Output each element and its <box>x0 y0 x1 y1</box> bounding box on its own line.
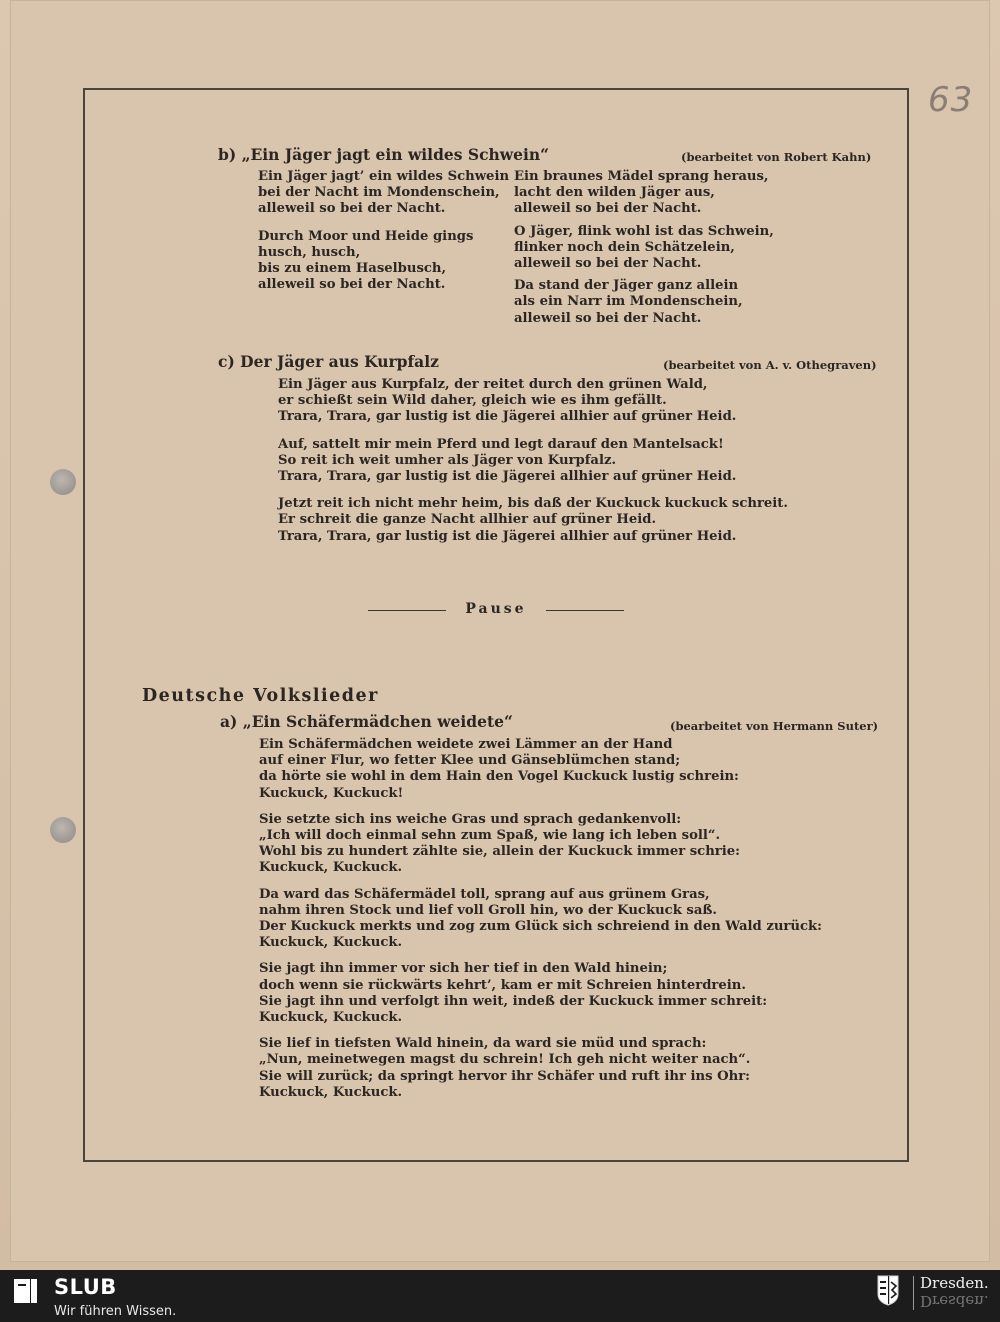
song-b-right-column <box>514 169 774 338</box>
verse-line: Sie will zurück; da springt hervor ihr Schäfer und ruft ihr ins Ohr: <box>259 1068 751 1084</box>
pause-divider <box>368 600 624 620</box>
handwritten-page-number: 63 <box>928 80 974 120</box>
stanza <box>258 229 509 294</box>
verse-line: Auf, sattelt mir mein Pferd und legt darauf den Mantelsack! <box>278 436 724 452</box>
slub-tagline: Wir führen Wissen. <box>54 1304 177 1319</box>
verse-line: Kuckuck, Kuckuck! <box>259 785 404 801</box>
song-a-heading: a) „Ein Schäfermädchen weidete“ <box>220 712 513 731</box>
verse-line: nahm ihren Stock und lief voll Groll hin, wo der Kuckuck saß. <box>259 902 718 918</box>
stanza <box>258 169 509 218</box>
verse-line: O Jäger, flink wohl ist das Schwein, <box>514 223 774 239</box>
verse-line: bei der Nacht im Mondenschein, <box>258 185 500 201</box>
song-b-credit: (bearbeitet von Robert Kahn) <box>681 150 872 164</box>
verse-line: „Nun, meinetwegen magst du schrein! Ich geh nicht weiter nach“. <box>259 1052 751 1068</box>
stanza <box>259 812 822 877</box>
stanza <box>278 377 788 426</box>
punch-hole-lower <box>50 817 76 843</box>
slub-logo-icon[interactable] <box>12 1276 40 1306</box>
verse-line: alleweil so bei der Nacht. <box>514 201 702 217</box>
song-c-verses <box>278 377 788 556</box>
verse-line: flinker noch dein Schätzelein, <box>514 239 735 255</box>
verse-line: Trara, Trara, gar lustig ist die Jägerei allhier auf grüner Heid. <box>278 409 737 425</box>
song-b-left-column <box>258 169 509 304</box>
song-c-credit: (bearbeitet von A. v. Othegraven) <box>663 358 877 372</box>
verse-line: Ein Schäfermädchen weidete zwei Lämmer an der Hand <box>259 737 673 752</box>
punch-hole-upper <box>50 469 76 495</box>
song-b-heading: b) „Ein Jäger jagt ein wildes Schwein“ <box>218 145 550 164</box>
verse-line: Kuckuck, Kuckuck. <box>259 935 403 951</box>
verse-line: lacht den wilden Jäger aus, <box>514 185 715 201</box>
verse-line: Kuckuck, Kuckuck. <box>259 1084 403 1100</box>
footer-divider <box>913 1276 914 1310</box>
verse-line: Sie jagt ihn immer vor sich her tief in den Wald hinein; <box>259 961 668 977</box>
verse-line: Wohl bis zu hundert zählte sie, allein der Kuckuck immer schrie: <box>259 844 741 860</box>
song-a-credit: (bearbeitet von Hermann Suter) <box>670 719 879 733</box>
stanza <box>259 887 822 952</box>
verse-line: doch wenn sie rückwärts kehrt’, kam er mit Schreien hinterdrein. <box>259 977 746 993</box>
verse-line: Da stand der Jäger ganz allein <box>514 278 739 294</box>
stanza <box>259 961 822 1026</box>
verse-line: auf einer Flur, wo fetter Klee und Gänseblümchen stand; <box>259 753 681 769</box>
verse-line: als ein Narr im Mondenschein, <box>514 294 743 310</box>
verse-line: So reit ich weit umher als Jäger von Kurpfalz. <box>278 452 617 468</box>
verse-line: alleweil so bei der Nacht. <box>514 256 702 272</box>
pause-rule-right <box>546 610 624 611</box>
song-c-heading: c) Der Jäger aus Kurpfalz <box>218 352 439 371</box>
verse-line: er schießt sein Wild daher, gleich wie es ihm gefällt. <box>278 393 667 409</box>
verse-line: Durch Moor und Heide gings husch, husch, <box>258 228 474 260</box>
verse-line: bis zu einem Haselbusch, <box>258 261 447 277</box>
verse-line: alleweil so bei der Nacht. <box>514 310 702 326</box>
dresden-wordmark-reflection: Dresden. <box>920 1292 989 1310</box>
verse-line: „Ich will doch einmal sehn zum Spaß, wie lang ich leben soll“. <box>259 828 721 844</box>
section-title: Deutsche Volkslieder <box>142 686 379 706</box>
stanza <box>278 437 788 486</box>
verse-line: Ein braunes Mädel sprang heraus, <box>514 169 769 184</box>
verse-line: Sie lief in tiefsten Wald hinein, da ward sie müd und sprach: <box>259 1036 707 1052</box>
dresden-wordmark[interactable]: Dresden. <box>920 1274 989 1292</box>
pause-label: Pause <box>465 601 527 617</box>
stanza <box>514 224 774 273</box>
verse-line: Trara, Trara, gar lustig ist die Jägerei allhier auf grüner Heid. <box>278 528 737 544</box>
dresden-crest-icon[interactable] <box>876 1274 900 1306</box>
verse-line: Ein Jäger jagt’ ein wildes Schwein <box>258 169 510 184</box>
verse-line: Ein Jäger aus Kurpfalz, der reitet durch den grünen Wald, <box>278 377 708 392</box>
stanza <box>514 169 774 218</box>
verse-line: alleweil so bei der Nacht. <box>258 277 446 293</box>
stanza <box>278 496 788 545</box>
slub-brand-name[interactable]: SLUB <box>54 1275 117 1299</box>
verse-line: Der Kuckuck merkts und zog zum Glück sich schreiend in den Wald zurück: <box>259 919 822 935</box>
verse-line: da hörte sie wohl in dem Hain den Vogel Kuckuck lustig schrein: <box>259 769 739 785</box>
verse-line: Trara, Trara, gar lustig ist die Jägerei allhier auf grüner Heid. <box>278 469 737 485</box>
verse-line: Er schreit die ganze Nacht allhier auf grüner Heid. <box>278 512 657 528</box>
verse-line: Sie setzte sich ins weiche Gras und sprach gedankenvoll: <box>259 811 682 827</box>
verse-line: Kuckuck, Kuckuck. <box>259 1010 403 1026</box>
stanza <box>259 1036 822 1101</box>
verse-line: Sie jagt ihn und verfolgt ihn weit, indeß der Kuckuck immer schreit: <box>259 993 768 1009</box>
verse-line: alleweil so bei der Nacht. <box>258 201 446 217</box>
song-a-verses <box>259 737 822 1112</box>
verse-line: Jetzt reit ich nicht mehr heim, bis daß der Kuckuck kuckuck schreit. <box>278 496 788 512</box>
verse-line: Da ward das Schäfermädel toll, sprang auf aus grünem Gras, <box>259 886 710 902</box>
verse-line: Kuckuck, Kuckuck. <box>259 860 403 876</box>
stanza <box>259 737 822 802</box>
stanza <box>514 278 774 327</box>
